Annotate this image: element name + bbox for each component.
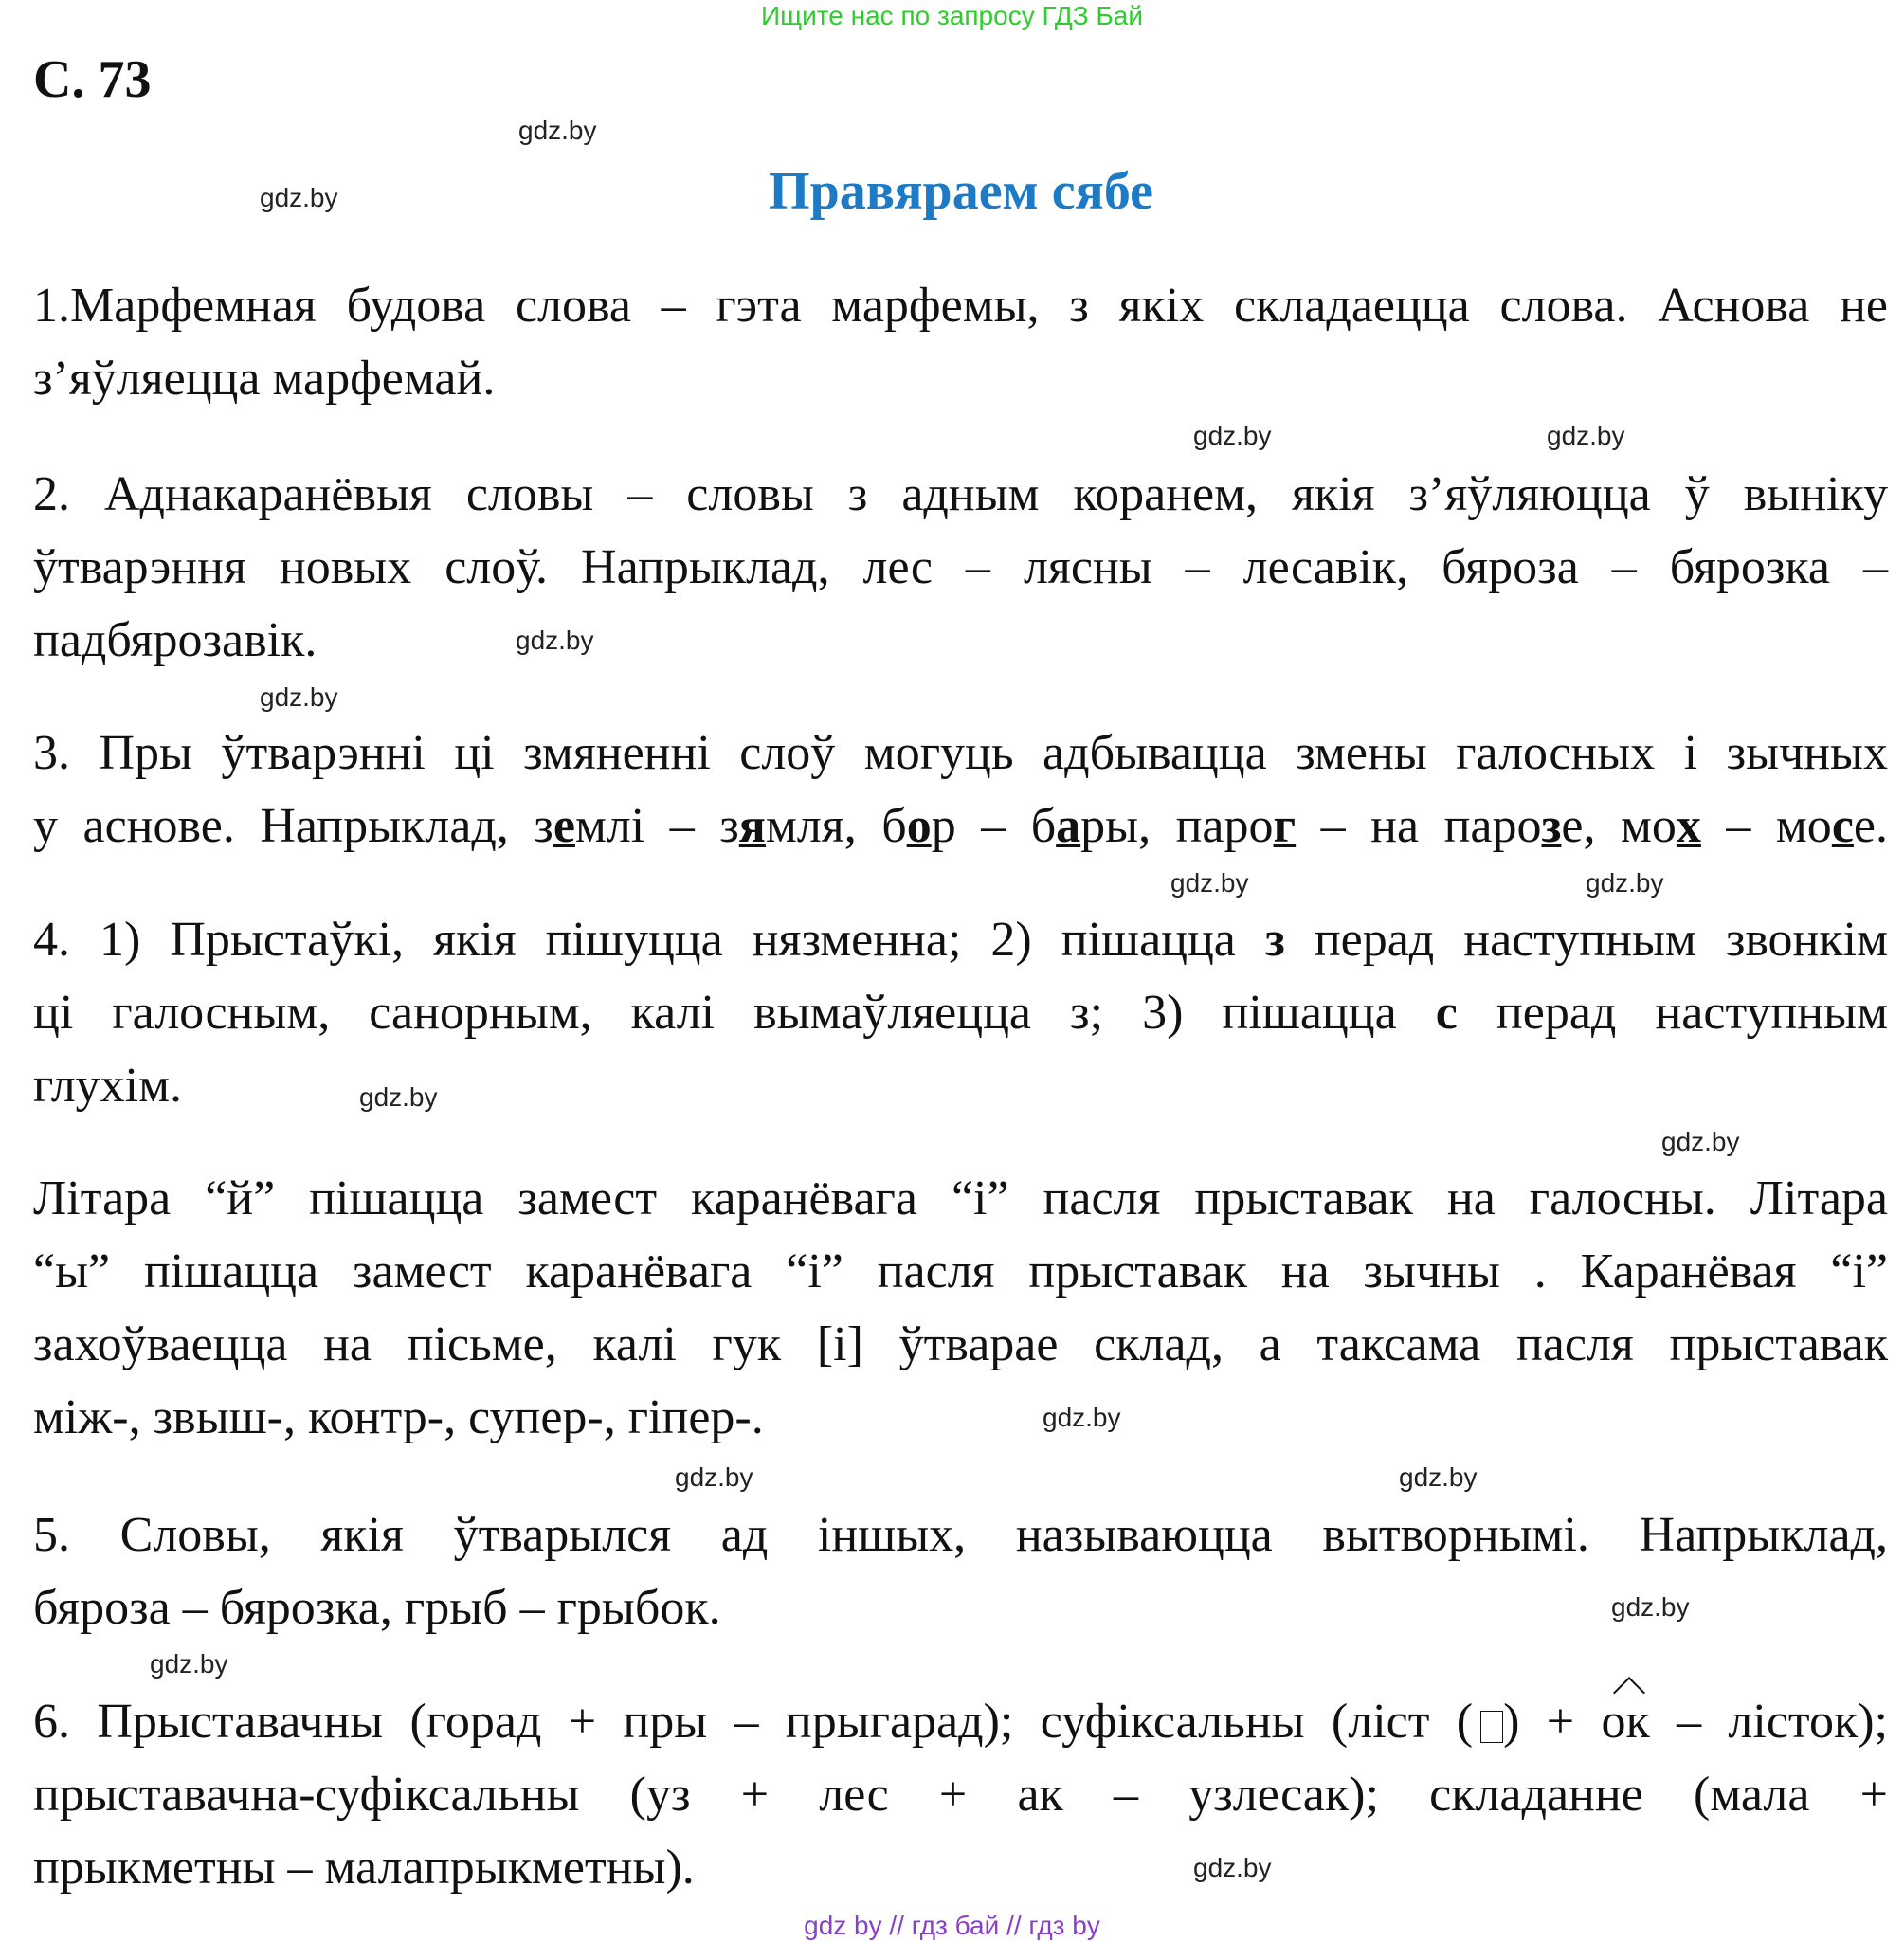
alternating-letter: г bbox=[1273, 799, 1297, 853]
watermark: gdz.by bbox=[1661, 1127, 1740, 1156]
text-line: з’яўляецца марфемай. bbox=[33, 352, 496, 406]
answer-3 bbox=[33, 717, 1888, 862]
watermark: gdz.by bbox=[1193, 421, 1272, 450]
text: у аснове. Напрыклад, з bbox=[33, 799, 553, 853]
text: перад наступным звонкім bbox=[1284, 913, 1889, 967]
answer-5 bbox=[33, 1498, 1888, 1644]
text: е. bbox=[1853, 799, 1888, 853]
text: млі – з bbox=[574, 799, 739, 853]
text: 4. 1) Прыстаўкі, якія пішуцца нязменна; 2) пішацца bbox=[33, 913, 1265, 967]
alternating-letter: е bbox=[553, 799, 575, 853]
text-line: 1.Марфемная будова слова – гэта марфемы, з якіх складаецца слова. Аснова не bbox=[33, 279, 1888, 333]
watermark: gdz.by bbox=[1586, 868, 1664, 898]
text-line: Літара “й” пішацца замест каранёвага “і” пасля прыставак на галосны. Літара bbox=[33, 1171, 1888, 1225]
text-line: прыкметны – малапрыкметны). bbox=[33, 1841, 695, 1895]
alternating-letter: я bbox=[738, 799, 766, 853]
watermark: gdz.by bbox=[1547, 421, 1625, 450]
alternating-letter: з bbox=[1541, 799, 1562, 853]
alternating-letter: а bbox=[1056, 799, 1081, 853]
text-line: “ы” пішацца замест каранёвага “і” пасля прыставак на зычны . Каранёвая “і” bbox=[33, 1244, 1888, 1298]
text-line: 5. Словы, якія ўтварылся ад іншых, называюцца вытворнымі. Напрыклад, bbox=[33, 1508, 1888, 1562]
text: – мо bbox=[1700, 799, 1832, 853]
watermark: gdz.by bbox=[1399, 1462, 1478, 1492]
text-line: бяроза – бярозка, грыб – грыбок. bbox=[33, 1581, 721, 1635]
text-line: ўтварэння новых слоў. Напрыклад, лес – лясны – лесавік, бяроза – бярозка – bbox=[33, 540, 1888, 594]
text-line bbox=[33, 976, 1888, 1049]
footer-watermark: gdz by // гдз бай // гдз by bbox=[804, 1911, 1100, 1940]
watermark: gdz.by bbox=[1193, 1853, 1272, 1882]
text-line: 2. Аднакаранёвыя словы – словы з адным коранем, якія з’яўляюцца ў выніку bbox=[33, 467, 1888, 521]
answer-2 bbox=[33, 458, 1888, 677]
text-line: прыставачна-суфіксальны (уз + лес + ак – узлесак); складанне (мала + bbox=[33, 1768, 1888, 1822]
bold-letter: з bbox=[1264, 913, 1285, 967]
watermark: gdz.by bbox=[1043, 1403, 1121, 1432]
text: 6. Прыставачны (горад + пры – прыгарад); суфіксальны (ліст ( bbox=[33, 1695, 1474, 1749]
text: перад наступным bbox=[1457, 986, 1888, 1040]
text: ры, паро bbox=[1080, 799, 1274, 853]
text: – на паро bbox=[1296, 799, 1542, 853]
suffix-marked: ок bbox=[1601, 1685, 1649, 1758]
text-line: 3. Пры ўтварэнні ці змяненні слоў могуць адбывацца змены галосных і зычных bbox=[33, 726, 1888, 780]
text-line: падбярозавік. bbox=[33, 613, 317, 667]
text: ) + bbox=[1503, 1695, 1602, 1749]
answer-6 bbox=[33, 1685, 1888, 1904]
text-line: глухім. bbox=[33, 1059, 182, 1113]
text-line: між-, звыш-, контр-, супер-, гіпер-. bbox=[33, 1390, 764, 1444]
alternating-letter: о bbox=[906, 799, 932, 853]
search-hint-header: Ищите нас по запросу ГДЗ Бай bbox=[760, 1, 1144, 30]
page-number: С. 73 bbox=[33, 50, 152, 109]
text-line bbox=[33, 1685, 1888, 1758]
text: – лісток); bbox=[1649, 1695, 1888, 1749]
watermark: gdz.by bbox=[1611, 1592, 1690, 1622]
answer-1 bbox=[33, 269, 1888, 415]
alternating-letter: х bbox=[1676, 799, 1701, 853]
text-line bbox=[33, 790, 1888, 862]
bold-letter: с bbox=[1435, 986, 1458, 1040]
watermark: gdz.by bbox=[518, 116, 597, 145]
answer-4-continued bbox=[33, 1162, 1888, 1454]
text: ці галосным, санорным, калі вымаўляецца з; 3) пішацца bbox=[33, 986, 1436, 1040]
watermark: gdz.by bbox=[260, 183, 338, 212]
watermark: gdz.by bbox=[1170, 868, 1249, 898]
answer-4 bbox=[33, 903, 1888, 1122]
text-line: захоўваецца на пісьме, калі гук [і] ўтварае склад, а таксама пасля прыставак bbox=[33, 1317, 1888, 1371]
text: мля, б bbox=[765, 799, 907, 853]
watermark: gdz.by bbox=[675, 1462, 753, 1492]
watermark: gdz.by bbox=[260, 682, 338, 712]
watermark: gdz.by bbox=[359, 1082, 438, 1112]
alternating-letter: с bbox=[1831, 799, 1854, 853]
text: р – б bbox=[931, 799, 1057, 853]
page-title: Правяраем сябе bbox=[769, 162, 1153, 221]
watermark: gdz.by bbox=[150, 1649, 228, 1679]
watermark: gdz.by bbox=[516, 626, 594, 655]
text-line bbox=[33, 903, 1888, 976]
null-ending-box-icon bbox=[1480, 1711, 1503, 1743]
text: е, мо bbox=[1561, 799, 1677, 853]
